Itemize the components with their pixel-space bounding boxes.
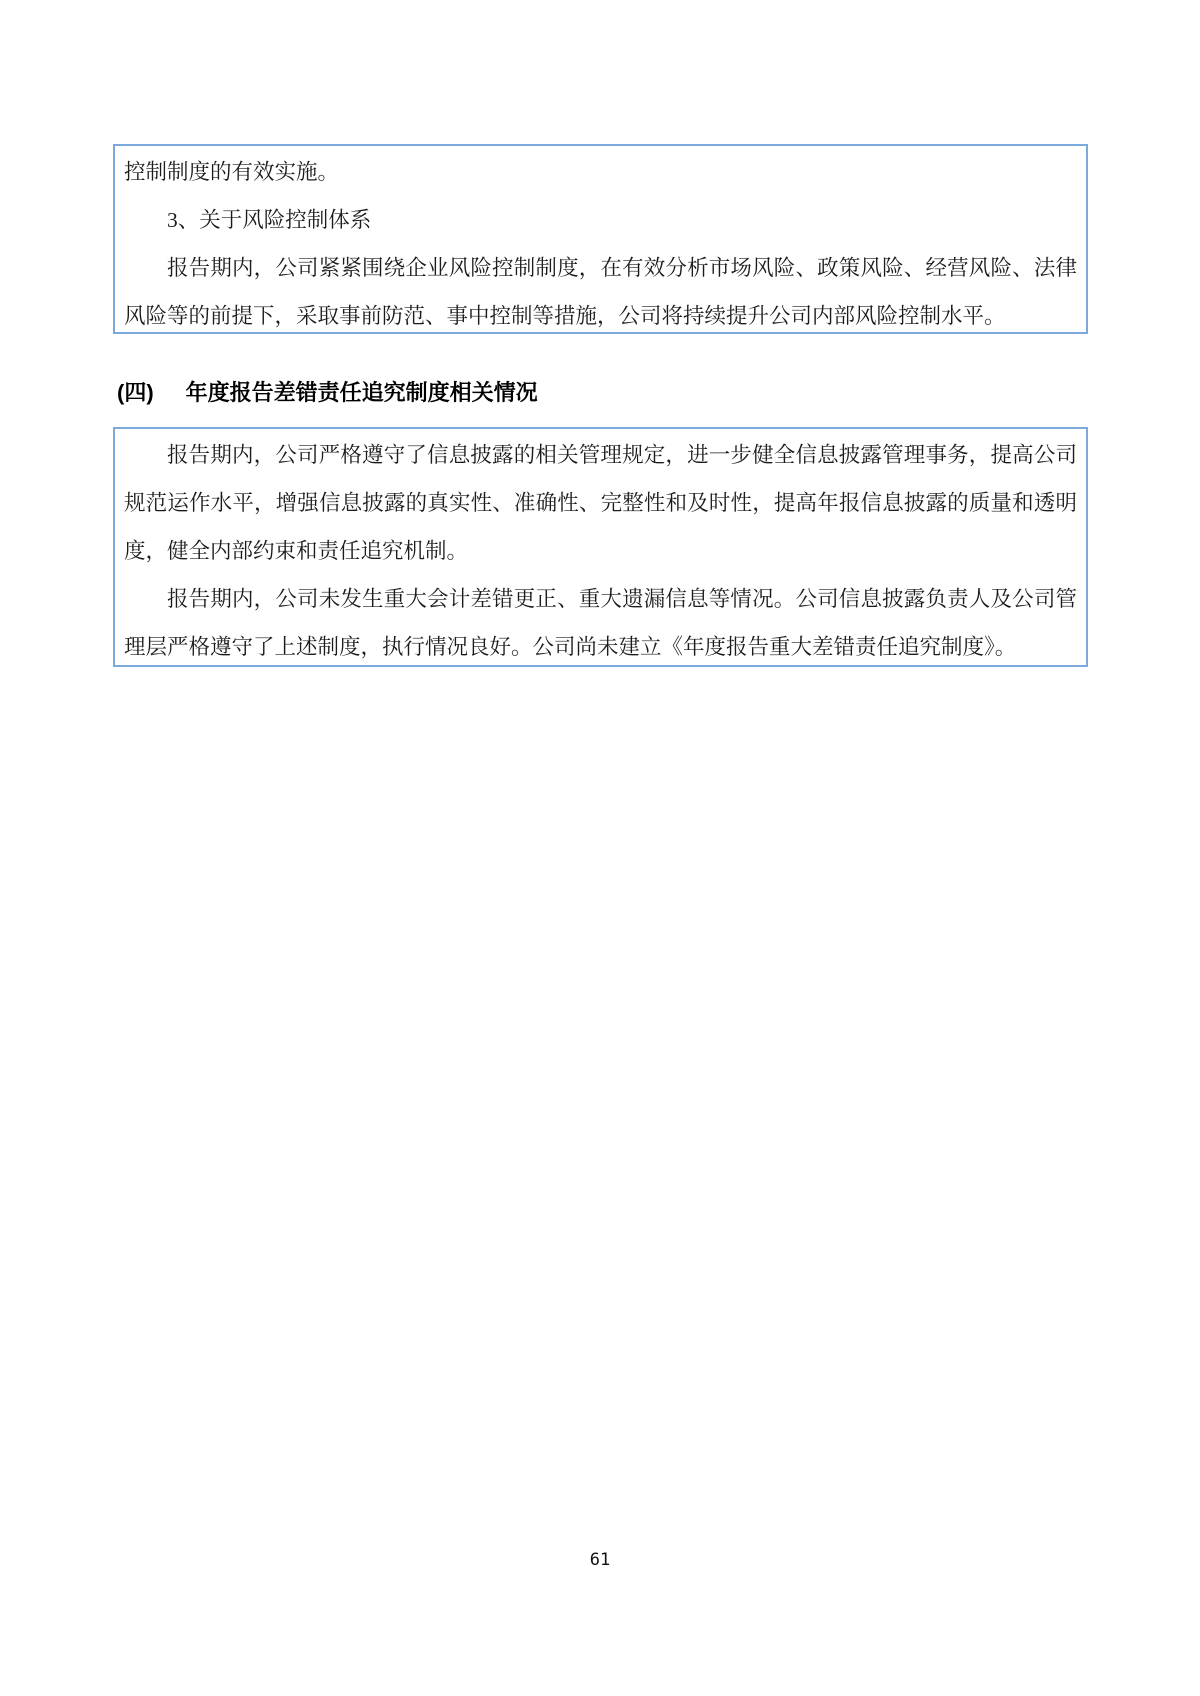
section-heading: [117, 376, 538, 407]
error-accountability-text-box: [113, 427, 1088, 667]
page-footer: [0, 1550, 1200, 1570]
internal-control-text-box: [113, 144, 1088, 334]
paragraph-risk-control: 报告期内，公司紧紧围绕企业风险控制制度，在有效分析市场风险、政策风险、经营风险、法律风险等的前提下，采取事前防范、事中控制等措施，公司将持续提升公司内部风险控制水平。: [124, 256, 1077, 328]
paragraph-no-major-errors: 报告期内，公司未发生重大会计差错更正、重大遗漏信息等情况。公司信息披露负责人及公司管理层严格遵守了上述制度，执行情况良好。公司尚未建立《年度报告重大差错责任追究制度》。: [124, 587, 1077, 659]
page-number: 61: [589, 1550, 611, 1570]
section-heading-title: 年度报告差错责任追究制度相关情况: [185, 380, 538, 405]
subheading-risk-control-system: 3、关于风险控制体系: [167, 208, 372, 232]
paragraph-continuation: 控制制度的有效实施。: [124, 160, 340, 184]
section-heading-number: (四): [117, 380, 154, 405]
paragraph-disclosure-management: 报告期内，公司严格遵守了信息披露的相关管理规定，进一步健全信息披露管理事务，提高公司规范运作水平，增强信息披露的真实性、准确性、完整性和及时性，提高年报信息披露的质量和透明度，健全内部约束和责任追究机制。: [124, 443, 1077, 563]
